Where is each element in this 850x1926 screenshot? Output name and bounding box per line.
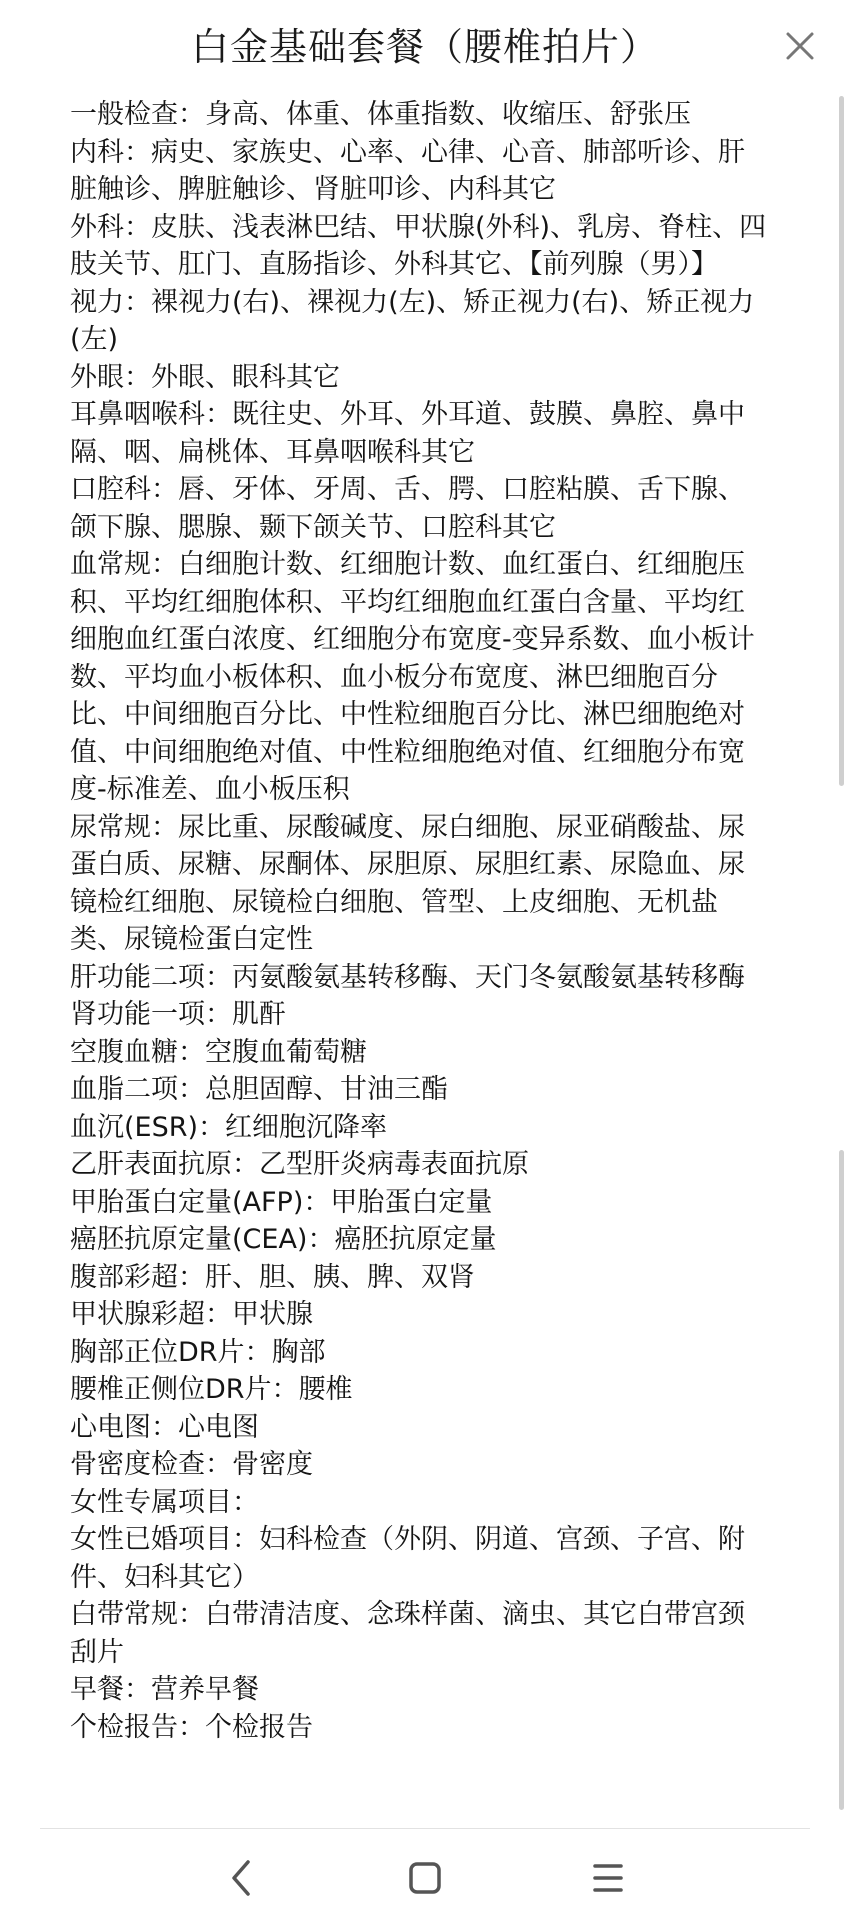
scrollbar-upper[interactable]: [839, 96, 844, 786]
item-text: 个检报告: [205, 1711, 313, 1743]
list-item: [70, 809, 770, 959]
item-text: 总胆固醇、甘油三酯: [205, 1074, 448, 1105]
item-text: 癌胚抗原定量: [334, 1224, 497, 1255]
list-item: [70, 1334, 770, 1372]
item-label: 腰椎正侧位DR片：: [70, 1374, 299, 1405]
item-label: 女性专属项目：: [70, 1486, 259, 1518]
package-item-list: [70, 96, 770, 1746]
item-text: 肝、胆、胰、脾、双肾: [205, 1261, 475, 1293]
item-text: 妇科检查（外阴、阴道、宫颈、子宫、附件、妇科其它）: [70, 1524, 745, 1593]
list-item: [70, 1221, 770, 1259]
list-item: [70, 396, 770, 471]
item-text: 白带清洁度、念珠样菌、滴虫、其它白带宫颈刮片: [70, 1599, 745, 1668]
item-label: 骨密度检查：: [70, 1449, 232, 1480]
back-button[interactable]: [212, 1848, 272, 1908]
list-item: [70, 1521, 770, 1596]
list-item: [70, 1446, 770, 1484]
item-label: 口腔科：: [70, 474, 178, 505]
item-label: 外科：: [70, 211, 151, 243]
item-label: 血脂二项：: [70, 1074, 205, 1105]
item-text: 身高、体重、体重指数、收缩压、舒张压: [205, 99, 691, 130]
close-icon: [780, 26, 820, 66]
list-item: [70, 1409, 770, 1447]
item-label: 女性已婚项目：: [70, 1524, 259, 1555]
item-text: 甲胎蛋白定量: [330, 1186, 493, 1218]
page-title: 白金基础套餐（腰椎拍片）: [190, 25, 659, 69]
item-label: 血沉(ESR)：: [70, 1111, 226, 1143]
list-item: [70, 1596, 770, 1671]
scrollbar-lower[interactable]: [839, 1150, 844, 1810]
list-item: [70, 209, 770, 284]
menu-button[interactable]: [578, 1848, 638, 1908]
item-text: 营养早餐: [151, 1674, 259, 1705]
list-item: [70, 284, 770, 359]
item-label: 肝功能二项：: [70, 961, 232, 993]
item-label: 个检报告：: [70, 1711, 205, 1743]
item-text: 丙氨酸氨基转移酶、天门冬氨酸氨基转移酶: [232, 961, 745, 993]
list-item: [70, 959, 770, 997]
item-label: 一般检查：: [70, 99, 205, 130]
item-text: 尿比重、尿酸碱度、尿白细胞、尿亚硝酸盐、尿蛋白质、尿糖、尿酮体、尿胆原、尿胆红素、尿隐血、尿镜检红细胞、尿镜检白细胞、管型、上皮细胞、无机盐类、尿镜检蛋白定性: [70, 811, 745, 955]
list-item: [70, 1034, 770, 1072]
list-item: [70, 1484, 770, 1522]
list-item: [70, 134, 770, 209]
item-label: 空腹血糖：: [70, 1036, 205, 1068]
list-item: [70, 359, 770, 397]
item-label: 血常规：: [70, 549, 178, 580]
item-text: 外眼、眼科其它: [151, 361, 340, 393]
item-label: 甲胎蛋白定量(AFP)：: [70, 1186, 331, 1218]
item-label: 肾功能一项：: [70, 999, 232, 1030]
item-label: 心电图：: [70, 1411, 178, 1443]
menu-icon: [578, 1848, 638, 1908]
item-label: 胸部正位DR片：: [70, 1336, 272, 1368]
list-item: [70, 96, 770, 134]
list-item: [70, 1296, 770, 1334]
item-label: 甲状腺彩超：: [70, 1299, 232, 1330]
list-item: [70, 1259, 770, 1297]
item-text: 既往史、外耳、外耳道、鼓膜、鼻腔、鼻中隔、咽、扁桃体、耳鼻咽喉科其它: [70, 399, 745, 468]
list-item: [70, 546, 770, 809]
item-text: 肌酐: [232, 999, 286, 1030]
navbar-divider: [40, 1828, 810, 1829]
list-item: [70, 471, 770, 546]
back-icon: [212, 1848, 272, 1908]
item-label: 早餐：: [70, 1674, 151, 1705]
item-text: 裸视力(右)、裸视力(左)、矫正视力(右)、矫正视力(左): [70, 286, 755, 355]
dialog-header: [0, 0, 850, 92]
item-text: 骨密度: [232, 1449, 313, 1480]
item-text: 病史、家族史、心率、心律、心音、肺部听诊、肝脏触诊、脾脏触诊、肾脏叩诊、内科其它: [70, 136, 745, 205]
item-label: 白带常规：: [70, 1599, 205, 1630]
list-item: [70, 1671, 770, 1709]
item-label: 癌胚抗原定量(CEA)：: [70, 1224, 335, 1255]
list-item: [70, 1109, 770, 1147]
item-text: 甲状腺: [232, 1299, 313, 1330]
list-item: [70, 1371, 770, 1409]
item-text: 空腹血葡萄糖: [205, 1036, 367, 1068]
item-label: 尿常规：: [70, 811, 178, 843]
list-item: [70, 1071, 770, 1109]
system-navbar: [0, 1830, 850, 1926]
item-label: 腹部彩超：: [70, 1261, 205, 1293]
list-item: [70, 1184, 770, 1222]
item-text: 心电图: [178, 1411, 259, 1443]
item-text: 红细胞沉降率: [225, 1111, 388, 1143]
item-text: 白细胞计数、红细胞计数、血红蛋白、红细胞压积、平均红细胞体积、平均红细胞血红蛋白含量、平均红细胞血红蛋白浓度、红细胞分布宽度-变异系数、血小板计数、平均血小板体积、血小板分布宽度、淋巴细胞百分比、中间细胞百分比、中性粒细胞百分比、淋巴细胞绝对值、中间细胞绝对值、中性粒细胞绝对值、红细胞分布宽度-标准差、血小板压积: [70, 549, 755, 805]
list-item: [70, 996, 770, 1034]
item-text: 胸部: [271, 1336, 326, 1368]
item-label: 外眼：: [70, 361, 151, 393]
item-text: 腰椎: [298, 1374, 353, 1405]
item-text: 乙型肝炎病毒表面抗原: [259, 1149, 529, 1180]
item-label: 耳鼻咽喉科：: [70, 399, 232, 430]
item-label: 视力：: [70, 286, 151, 318]
home-icon: [395, 1848, 455, 1908]
list-item: [70, 1709, 770, 1747]
home-button[interactable]: [395, 1848, 455, 1908]
item-text: 唇、牙体、牙周、舌、腭、口腔粘膜、舌下腺、颌下腺、腮腺、颞下颌关节、口腔科其它: [70, 474, 745, 543]
item-text: 皮肤、浅表淋巴结、甲状腺(外科)、乳房、脊柱、四肢关节、肛门、直肠指诊、外科其它、【前列腺（男）】: [70, 211, 767, 280]
list-item: [70, 1146, 770, 1184]
item-label: 内科：: [70, 136, 151, 168]
item-label: 乙肝表面抗原：: [70, 1149, 259, 1180]
close-button[interactable]: [780, 26, 820, 66]
